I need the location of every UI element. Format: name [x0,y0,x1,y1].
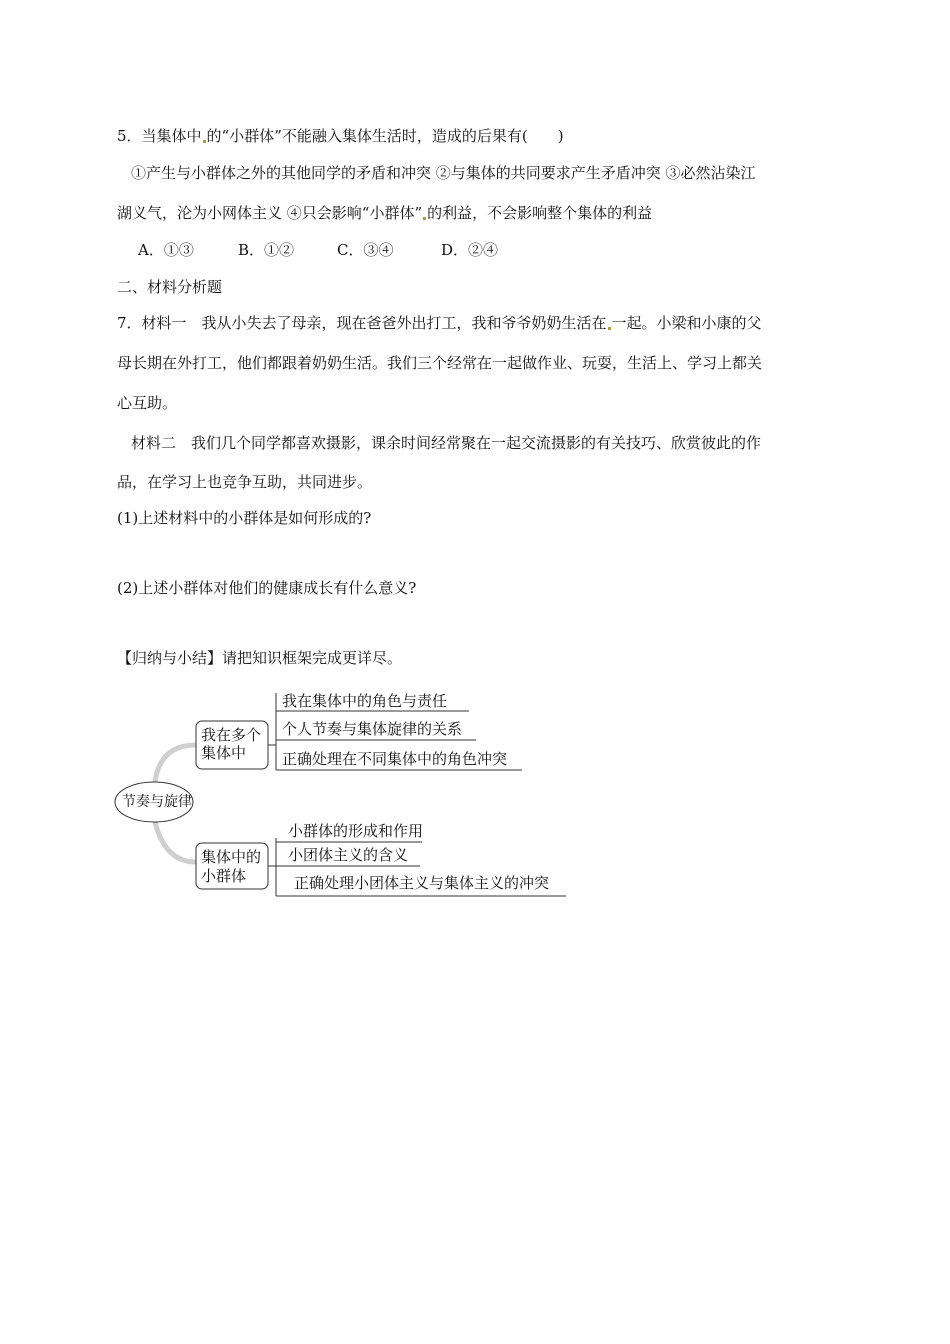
option-d: D．②④ [441,241,499,259]
branch1-item-3: 正确处理在不同集体中的角色冲突 [282,750,508,768]
q5-stem-part2: 的“小群体”不能融入集体生活时，造成的后果有( ) [206,127,564,145]
q7-subquestion-2: (2)上述小群体对他们的健康成长有什么意义? [117,579,417,597]
branch1-item-1: 我在集体中的角色与责任 [282,692,448,710]
q5-stem-part1: 5．当集体中 [117,127,202,145]
branch2-label-line2: 小群体 [201,867,247,885]
q7-material2-line1: 材料二 我们几个同学都喜欢摄影，课余时间经常聚在一起交流摄影的有关技巧、欣赏彼此的作 [131,434,762,452]
q7-material1-line3: 心互助。 [117,394,178,412]
connector-branch2 [155,822,196,862]
q5-line2-part1: 湖义气，沦为小网体主义 ④只会影响“小群体” [117,204,423,222]
q7-p1-part2: 一起。小梁和小康的父 [611,314,762,332]
branch2-item-3: 正确处理小团体主义与集体主义的冲突 [294,874,550,892]
center-node-label: 节奏与旋律 [122,794,192,810]
option-c: C．③④ [337,241,394,259]
q5-line2-part2: 的利益，不会影响整个集体的利益 [427,204,653,222]
q7-material1-line2: 母长期在外打工，他们都跟着奶奶生活。我们三个经常在一起做作业、玩耍，生活上、学习上都关 [117,354,763,372]
connector-branch1 [155,745,196,782]
branch2-label-line1: 集体中的 [201,848,262,866]
q7-subquestion-1: (1)上述材料中的小群体是如何形成的? [117,509,372,527]
branch2-item-1: 小群体的形成和作用 [288,822,424,840]
option-b: B．①② [238,241,295,259]
q5-line1: ①产生与小群体之外的其他同学的矛盾和冲突 ②与集体的共同要求产生矛盾冲突 ③必然沾染江 [131,164,756,182]
branch2-item-2: 小团体主义的含义 [288,846,409,864]
q7-material2-line2: 品，在学习上也竞争互助，共同进步。 [117,473,373,491]
branch1-item-2: 个人节奏与集体旋律的关系 [282,720,463,738]
branch1-label-line2: 集体中 [201,744,247,762]
option-a: A．①③ [138,241,194,259]
q7-p1-part1: 7．材料一 我从小失去了母亲，现在爸爸外出打工，我和爷爷奶奶生活在 [117,314,607,332]
section-heading: 二、材料分析题 [117,278,223,296]
summary-heading: 【归纳与小结】请把知识框架完成更详尽。 [117,649,403,667]
branch1-label-line1: 我在多个 [201,726,262,744]
